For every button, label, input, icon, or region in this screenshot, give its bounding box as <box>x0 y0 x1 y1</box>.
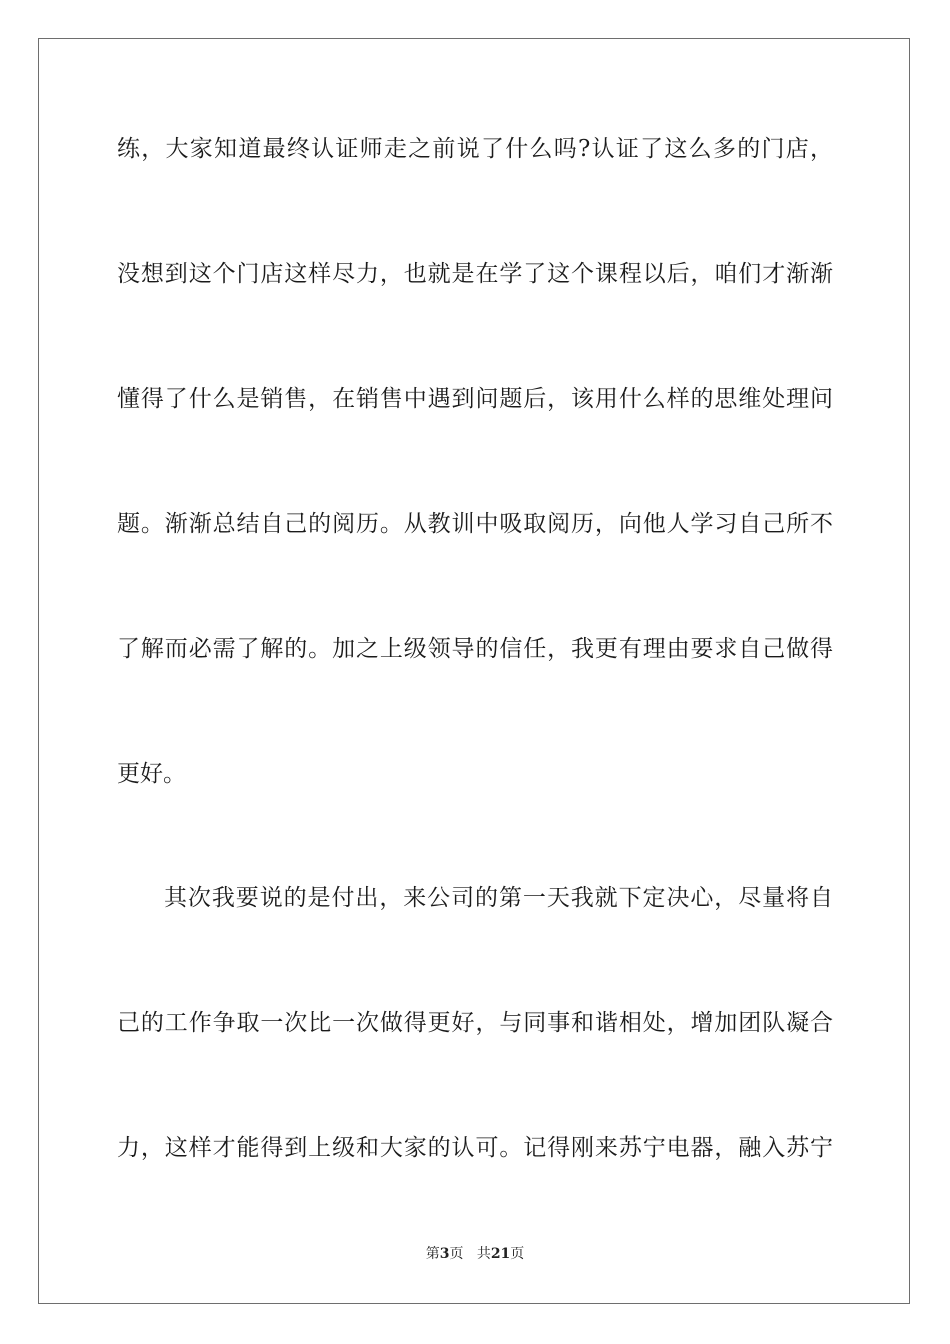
footer-page-number: 3 <box>439 1246 450 1262</box>
footer-total-pages: 21 <box>490 1246 511 1262</box>
body-text-line-5: 了解而必需了解的。加之上级领导的信任，我更有理由要求自己做得 <box>117 636 833 662</box>
body-text-line-8: 己的工作争取一次比一次做得更好，与同事和谐相处，增加团队凝合 <box>117 1010 833 1036</box>
body-text-line-1: 练，大家知道最终认证师走之前说了什么吗?认证了这么多的门店， <box>117 136 833 162</box>
body-text-line-3: 懂得了什么是销售，在销售中遇到问题后，该用什么样的思维处理问 <box>117 386 833 412</box>
body-text-line-6: 更好。 <box>117 761 186 787</box>
footer-total-prefix: 共 <box>476 1246 491 1262</box>
footer-page-prefix: 第 <box>425 1246 440 1262</box>
body-text-line-9: 力，这样才能得到上级和大家的认可。记得刚来苏宁电器，融入苏宁 <box>117 1135 833 1161</box>
footer-page-suffix: 页 <box>449 1246 464 1262</box>
body-text-line-2: 没想到这个门店这样尽力，也就是在学了这个课程以后，咱们才渐渐 <box>117 261 833 287</box>
footer-total-suffix: 页 <box>510 1246 525 1262</box>
page-footer <box>0 1245 950 1263</box>
page-border <box>38 38 910 1304</box>
body-text-line-7: 其次我要说的是付出，来公司的第一天我就下定决心，尽量将自 <box>164 885 833 911</box>
body-text-line-4: 题。渐渐总结自己的阅历。从教训中吸取阅历，向他人学习自己所不 <box>117 511 833 537</box>
